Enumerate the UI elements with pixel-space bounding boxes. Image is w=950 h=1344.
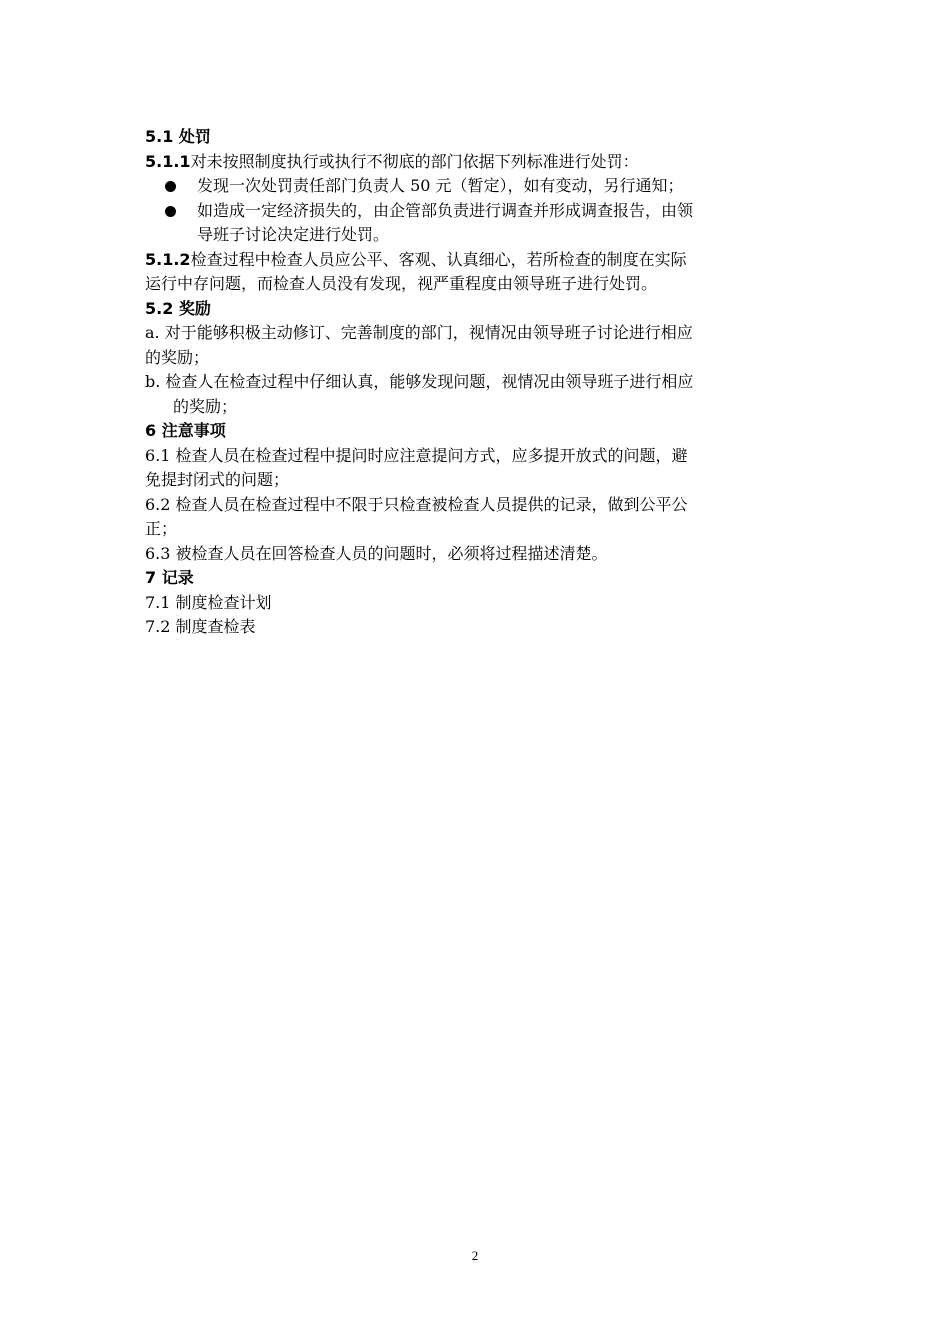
- item-b-continued: 的奖励；: [173, 396, 238, 416]
- heading-5-1: 5.1 处罚: [145, 127, 211, 146]
- record-item: 7.1 制度检查计划: [145, 592, 272, 612]
- page-number: 2: [471, 1248, 479, 1263]
- item-5-1-2-number: 5.1.2: [145, 249, 191, 269]
- bullet-item: [145, 174, 810, 199]
- heading-5-2: 5.2 奖励: [145, 298, 211, 318]
- item-a: a. 对于能够积极主动修订、完善制度的部门，视情况由领导班子讨论进行相应: [145, 323, 693, 342]
- bullet-text: 发现一次处罚责任部门负责人 50 元（暂定），如有变动，另行通知；: [197, 176, 684, 195]
- item-5-1-1-number: 5.1.1: [145, 151, 191, 171]
- item-5-1-2-continued: 运行中存问题，而检查人员没有发现，视严重程度由领导班子进行处罚。: [145, 274, 658, 293]
- item-5-1-1-text: 对未按照制度执行或执行不彻底的部门依据下列标准进行处罚：: [190, 151, 639, 171]
- heading-6: 6 注意事项: [145, 421, 226, 440]
- bullet-icon: [165, 206, 176, 217]
- item-6-3: 6.3 被检查人员在回答检查人员的问题时，必须将过程描述清楚。: [145, 543, 608, 563]
- item-6-2: 6.2 检查人员在检查过程中不限于只检查被检查人员提供的记录，做到公平公: [145, 494, 688, 514]
- bullet-item: [145, 199, 810, 248]
- document-body: [145, 125, 810, 640]
- item-5-1-1: [145, 150, 810, 175]
- item-b: b. 检查人在检查过程中仔细认真，能够发现问题，视情况由领导班子进行相应: [145, 372, 694, 391]
- record-item: 7.2 制度查检表: [145, 617, 256, 636]
- item-6-2-continued: 正；: [145, 519, 178, 538]
- item-5-1-2: [145, 248, 810, 273]
- item-a-continued: 的奖励；: [145, 347, 210, 367]
- bullet-text-continued: 导班子讨论决定进行处罚。: [197, 225, 390, 244]
- bullet-text: 如造成一定经济损失的，由企管部负责进行调查并形成调查报告，由领: [197, 200, 694, 220]
- bullet-icon: [165, 181, 176, 192]
- item-5-1-2-text: 检查过程中检查人员应公平、客观、认真细心，若所检查的制度在实际: [190, 249, 687, 269]
- item-6-1: 6.1 检查人员在检查过程中提问时应注意提问方式，应多提开放式的问题，避: [145, 445, 688, 465]
- heading-7: 7 记录: [145, 568, 194, 587]
- item-6-1-continued: 免提封闭式的问题；: [145, 470, 290, 489]
